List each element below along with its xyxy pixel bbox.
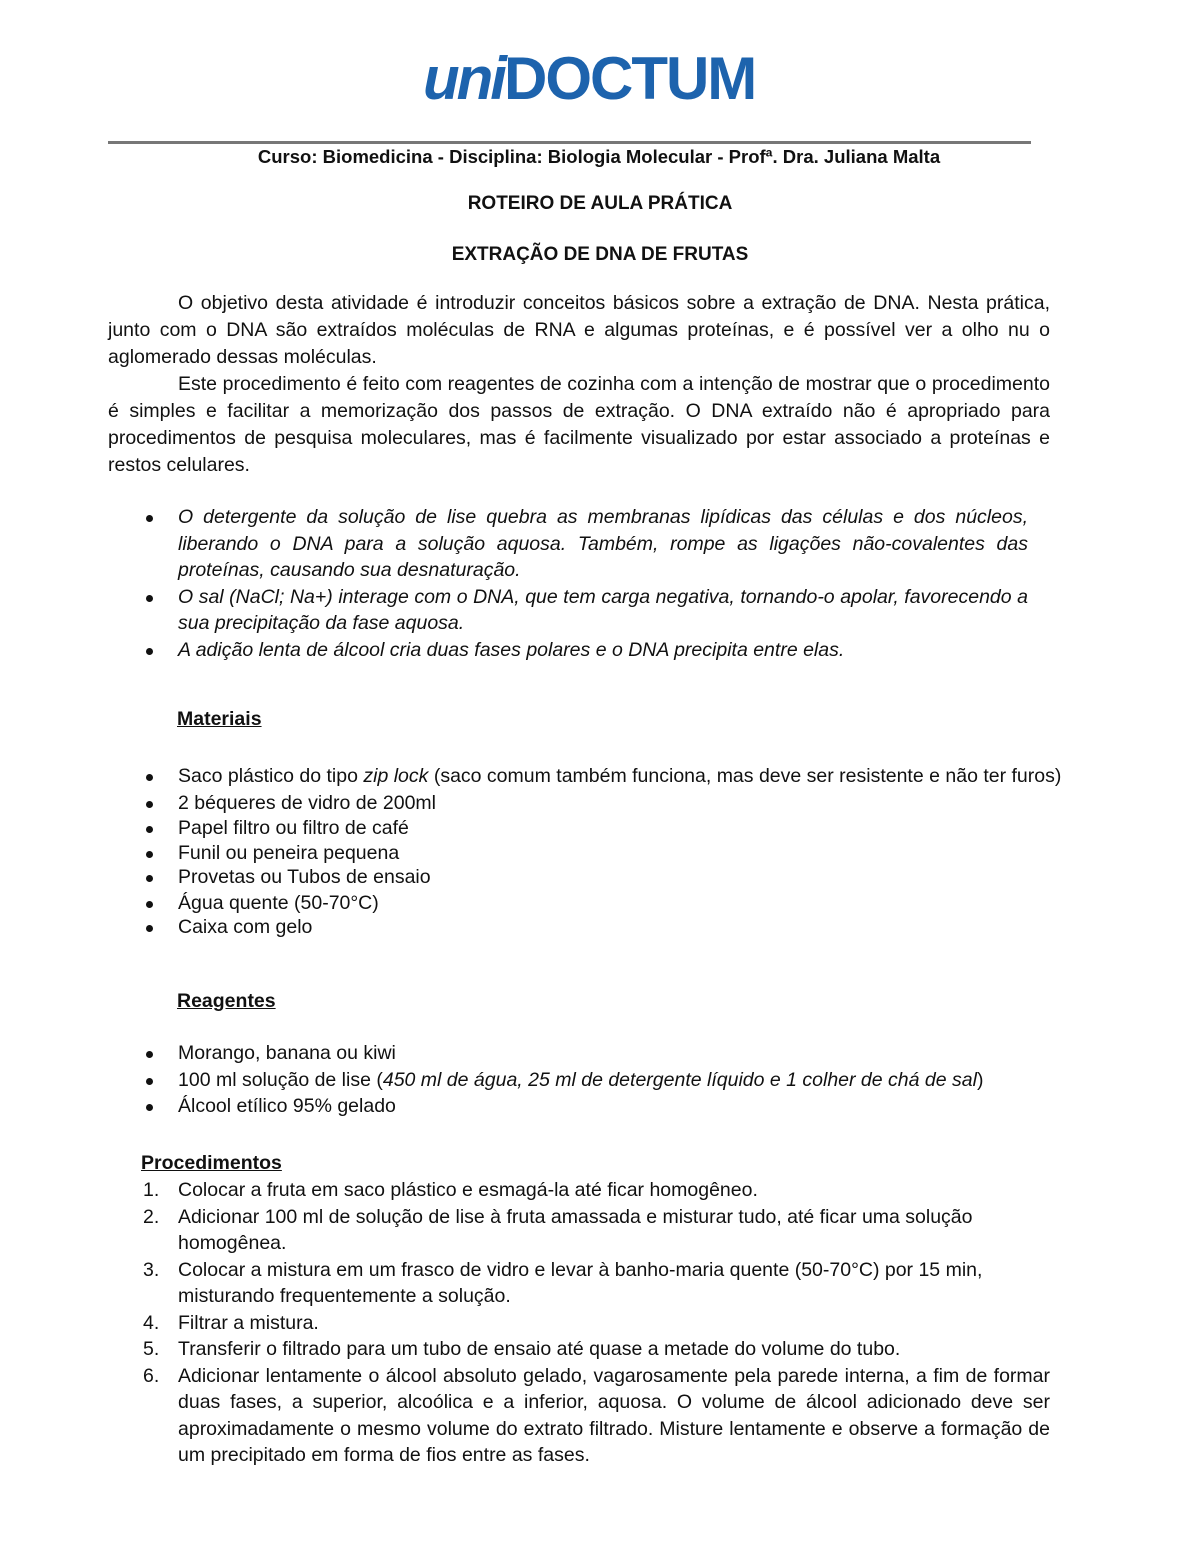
intro-paragraph-1 — [108, 290, 1050, 371]
intro-paragraph-1-text: O objetivo desta atividade é introduzir conceitos básicos sobre a extração de DNA. Nesta prática, junto com o DNA são extraídos moléculas de RNA e algumas proteínas, e é possível ver a olho nu o aglomerado dessas moléculas. — [108, 292, 1050, 368]
bullet-icon — [146, 851, 153, 858]
bullet-icon — [146, 875, 153, 882]
list-item: Funil ou peneira pequena — [108, 840, 1108, 867]
list-item: Álcool etílico 95% gelado — [108, 1093, 1108, 1120]
list-item: O sal (NaCl; Na+) interage com o DNA, que tem carga negativa, tornando-o apolar, favorecendo a sua precipitação da fase aquosa. — [108, 584, 1028, 637]
reagents-list — [108, 1040, 1108, 1120]
course-line: Curso: Biomedicina - Disciplina: Biologia Molecular - Profª. Dra. Juliana Malta — [257, 146, 941, 167]
bullet-icon — [146, 1078, 153, 1085]
list-item: A adição lenta de álcool cria duas fases polares e o DNA precipita entre elas. — [108, 637, 1028, 664]
procedures-heading: Procedimentos — [141, 1152, 282, 1174]
list-item: Caixa com gelo — [108, 914, 1108, 941]
materials-list — [108, 763, 1108, 941]
procedures-list — [108, 1177, 1050, 1469]
bullet-icon — [146, 1104, 153, 1111]
principles-list — [108, 504, 1028, 663]
list-item: Papel filtro ou filtro de café — [108, 815, 1108, 842]
bullet-icon — [146, 925, 153, 932]
list-item: Saco plástico do tipo zip lock (saco comum também funciona, mas deve ser resistente e não ter furos) — [108, 763, 1108, 790]
bullet-icon — [146, 515, 153, 522]
list-item: 100 ml solução de lise (450 ml de água, 25 ml de detergente líquido e 1 colher de chá de sal) — [108, 1067, 1108, 1094]
list-item: 5. Transferir o filtrado para um tubo de ensaio até quase a metade do volume do tubo. — [143, 1338, 901, 1360]
list-item: 1. Colocar a fruta em saco plástico e esmagá-la até ficar homogêneo. — [143, 1179, 758, 1201]
list-item: O detergente da solução de lise quebra as membranas lipídicas das células e dos núcleos, liberando o DNA para a solução aquosa. Também, rompe as ligações não-covalentes das proteínas, causando sua desnaturação. — [108, 504, 1028, 584]
list-item: 4. Filtrar a mistura. — [143, 1311, 319, 1334]
list-item: Morango, banana ou kiwi — [108, 1040, 1108, 1067]
list-item: 2. Adicionar 100 ml de solução de lise à fruta amassada e misturar tudo, até ficar uma solução homogênea. — [143, 1205, 973, 1254]
intro-paragraph-2-text: Este procedimento é feito com reagentes de cozinha com a intenção de mostrar que o procedimento é simples e facilitar a memorização dos passos de extração. O DNA extraído não é apropriado para procedimentos de pesquisa moleculares, mas é facilmente visualizado por estar associado a proteínas e restos celulares. — [108, 373, 1050, 476]
bullet-icon — [146, 826, 153, 833]
document-subtitle: EXTRAÇÃO DE DNA DE FRUTAS — [451, 244, 749, 265]
list-item: 3. Colocar a mistura em um frasco de vidro e levar à banho-maria quente (50-70°C) por 15 min, misturando frequentemente a solução. — [143, 1258, 983, 1307]
logo-prefix: uni — [423, 45, 504, 112]
bullet-icon — [146, 648, 153, 655]
intro-paragraph-2 — [108, 371, 1050, 479]
logo-main: DOCTUM — [503, 45, 756, 112]
list-item: Provetas ou Tubos de ensaio — [108, 864, 1108, 891]
bullet-icon — [146, 801, 153, 808]
reagents-heading: Reagentes — [177, 990, 276, 1012]
bullet-icon — [146, 774, 153, 781]
unidoctum-logo — [423, 45, 775, 112]
list-item: 6. Adicionar lentamente o álcool absoluto gelado, vagarosamente pela parede interna, a fim de formar duas fases, a superior, alcoólica e a inferior, aquosa. O volume de álcool adicionado deve ser aproximadamente o mesmo volume do extrato filtrado. Misture lentamente e observe a formação de um precipitado em forma de fios entre as fases. — [143, 1364, 1050, 1466]
list-item: Água quente (50-70°C) — [108, 890, 1108, 917]
list-item: 2 béqueres de vidro de 200ml — [108, 790, 1108, 817]
bullet-icon — [146, 1051, 153, 1058]
bullet-icon — [146, 595, 153, 602]
header-divider — [108, 141, 1031, 144]
bullet-icon — [146, 901, 153, 908]
materials-heading: Materiais — [177, 708, 262, 730]
document-title: ROTEIRO DE AULA PRÁTICA — [467, 193, 733, 214]
